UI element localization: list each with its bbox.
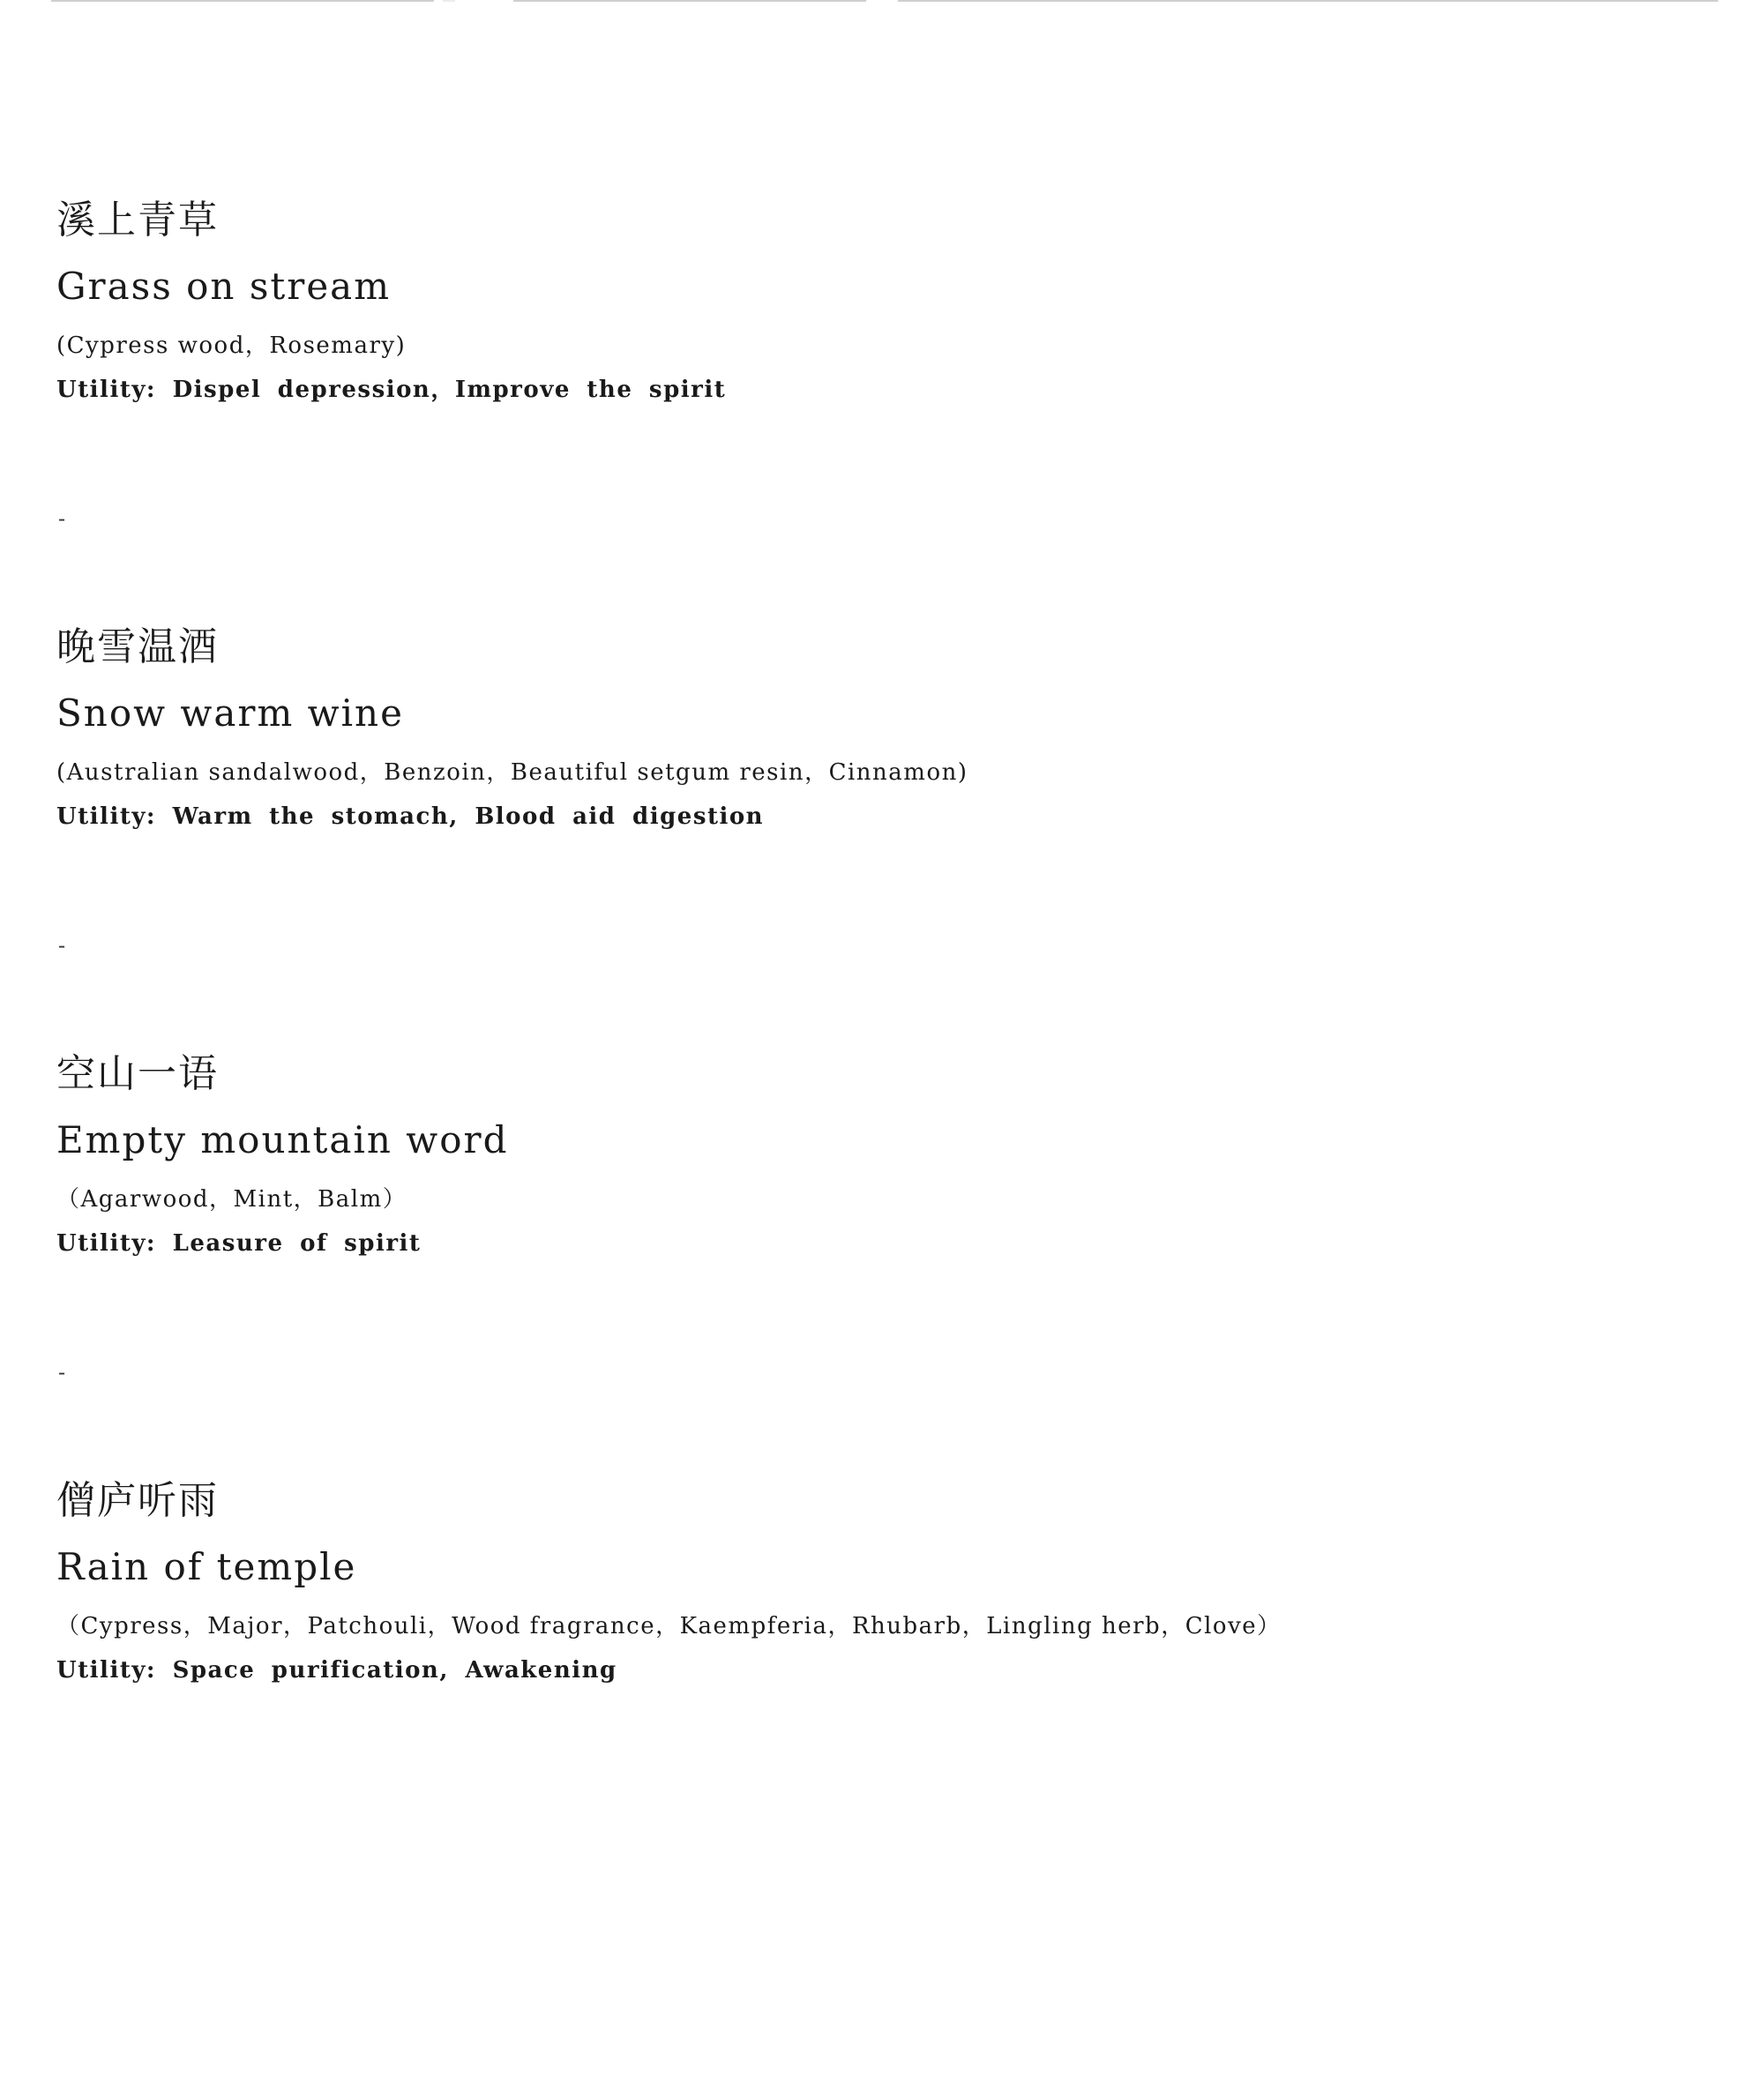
product-chinese-name: 晚雪温酒: [56, 624, 219, 669]
product-utility: Utility: Dispel depression，Improve the spirit: [56, 377, 727, 403]
section-separator: -: [58, 506, 66, 531]
product-ingredients: (Cypress wood，Rosemary): [56, 332, 407, 359]
product-utility: Utility: Space purification, Awakening: [56, 1657, 617, 1684]
top-divider: [898, 0, 1718, 2]
product-empty-mountain-word: [56, 1051, 1644, 1257]
product-english-name: Rain of temple: [56, 1545, 357, 1588]
product-chinese-name: 僧庐听雨: [56, 1478, 219, 1523]
product-chinese-name: 空山一语: [56, 1051, 219, 1096]
product-utility: Utility: Warm the stomach, Blood aid digestion: [56, 803, 765, 830]
product-ingredients: （Cypress，Major，Patchouli，Wood fragrance，Kaempferia，Rhubarb，Lingling herb，Clove）: [56, 1613, 1282, 1639]
product-utility: Utility: Leasure of spirit: [56, 1230, 422, 1257]
product-english-name: Snow warm wine: [56, 691, 404, 735]
section-separator: -: [58, 933, 66, 958]
product-grass-on-stream: [56, 198, 1644, 403]
product-english-name: Empty mountain word: [56, 1118, 509, 1161]
product-rain-of-temple: [56, 1478, 1644, 1684]
product-english-name: Grass on stream: [56, 265, 392, 308]
top-divider: [51, 0, 434, 2]
top-divider: [443, 0, 455, 2]
top-divider: [513, 0, 866, 2]
product-snow-warm-wine: [56, 624, 1644, 830]
product-ingredients: (Australian sandalwood，Benzoin，Beautiful setgum resin，Cinnamon): [56, 759, 968, 786]
product-ingredients: （Agarwood，Mint，Balm）: [56, 1186, 407, 1213]
product-chinese-name: 溪上青草: [56, 198, 219, 243]
section-separator: -: [58, 1360, 66, 1385]
